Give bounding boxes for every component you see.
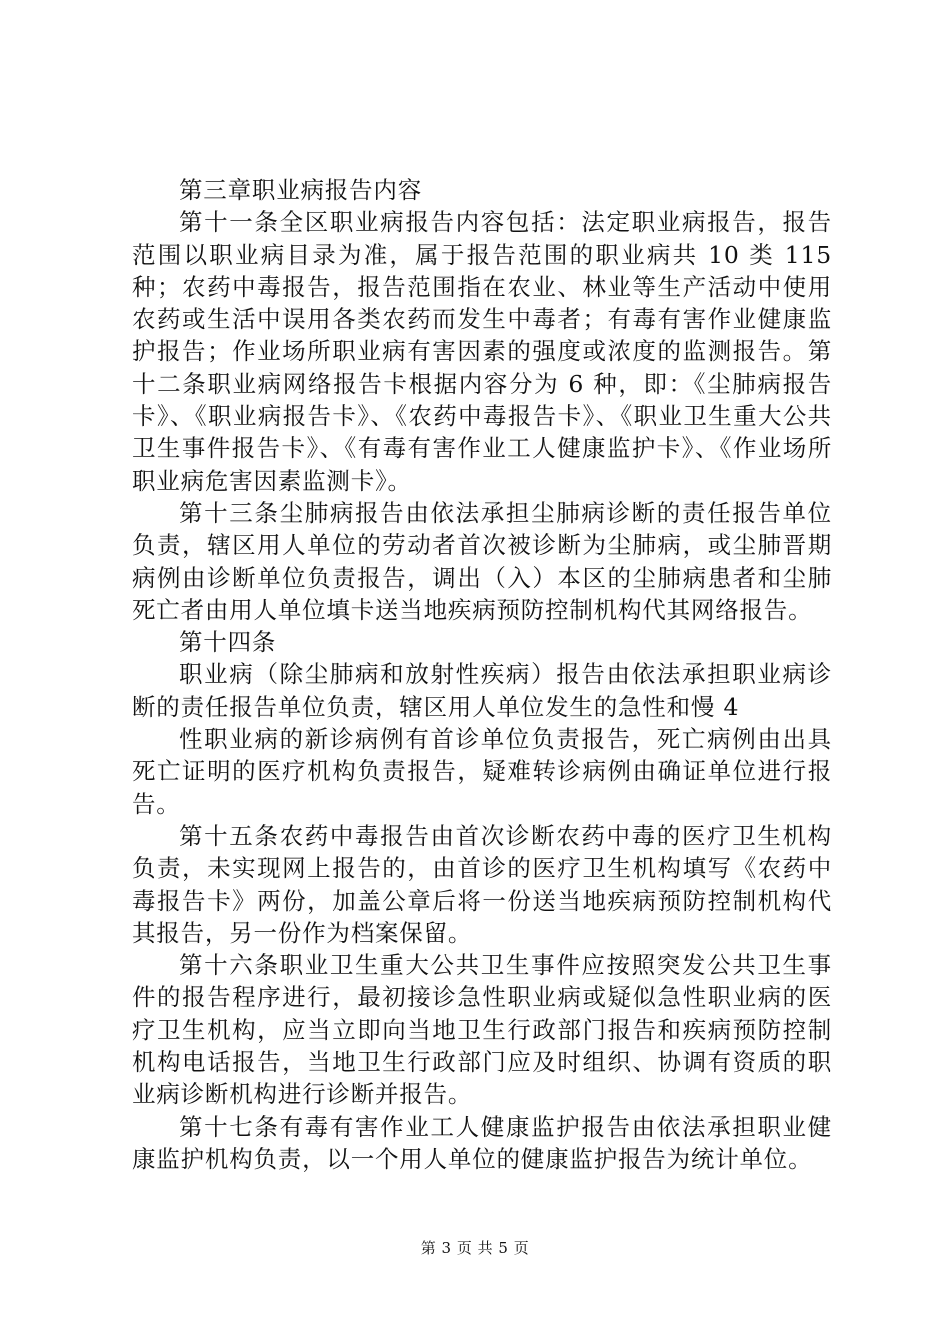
article-14-continuation: 性职业病的新诊病例有首诊单位负责报告，死亡病例由出具死亡证明的医疗机构负责报告，疑难转诊病例由确证单位进行报告。	[132, 725, 832, 818]
page-number-footer: 第 3 页 共 5 页	[420, 1239, 530, 1257]
article-17-paragraph: 第十七条有毒有害作业工人健康监护报告由依法承担职业健康监护机构负责，以一个用人单位的健康监护报告为统计单位。	[132, 1112, 832, 1173]
article-16-paragraph: 第十六条职业卫生重大公共卫生事件应按照突发公共卫生事件的报告程序进行，最初接诊急性职业病或疑似急性职业病的医疗卫生机构，应当立即向当地卫生行政部门报告和疾病预防控制机构电话报告，当地卫生行政部门应及时组织、协调有资质的职业病诊断机构进行诊断并报告。	[132, 951, 832, 1109]
chapter-heading: 第三章职业病报告内容	[179, 176, 422, 204]
article-11-12-paragraph: 第十一条全区职业病报告内容包括：法定职业病报告，报告范围以职业病目录为准，属于报告范围的职业病共 10 类 115 种；农药中毒报告，报告范围指在农业、林业等生产活动中使用农药或生活中误用各类农药而发生中毒者；有毒有害作业健康监护报告；作业场所职业病有害因素的强度或浓度的监测报告。第十二条职业病网络报告卡根据内容分为 6 种，即：《尘肺病报告卡》、《职业病报告卡》、《农药中毒报告卡》、《职业卫生重大公共卫生事件报告卡》、《有毒有害作业工人健康监护卡》、《作业场所职业病危害因素监测卡》。	[132, 208, 832, 495]
article-14-heading: 第十四条	[179, 628, 277, 657]
document-body	[132, 174, 832, 1175]
article-13-paragraph: 第十三条尘肺病报告由依法承担尘肺病诊断的责任报告单位负责，辖区用人单位的劳动者首次被诊断为尘肺病，或尘肺晋期病例由诊断单位负责报告，调出（入）本区的尘肺病患者和尘肺死亡者由用人单位填卡送当地疾病预防控制机构代其网络报告。	[132, 498, 832, 624]
article-14-paragraph: 职业病（除尘肺病和放射性疾病）报告由依法承担职业病诊断的责任报告单位负责，辖区用人单位发生的急性和慢 4	[132, 660, 832, 721]
article-15-paragraph: 第十五条农药中毒报告由首次诊断农药中毒的医疗卫生机构负责，未实现网上报告的，由首诊的医疗卫生机构填写《农药中毒报告卡》两份，加盖公章后将一份送当地疾病预防控制机构代其报告，另一份作为档案保留。	[132, 821, 832, 947]
